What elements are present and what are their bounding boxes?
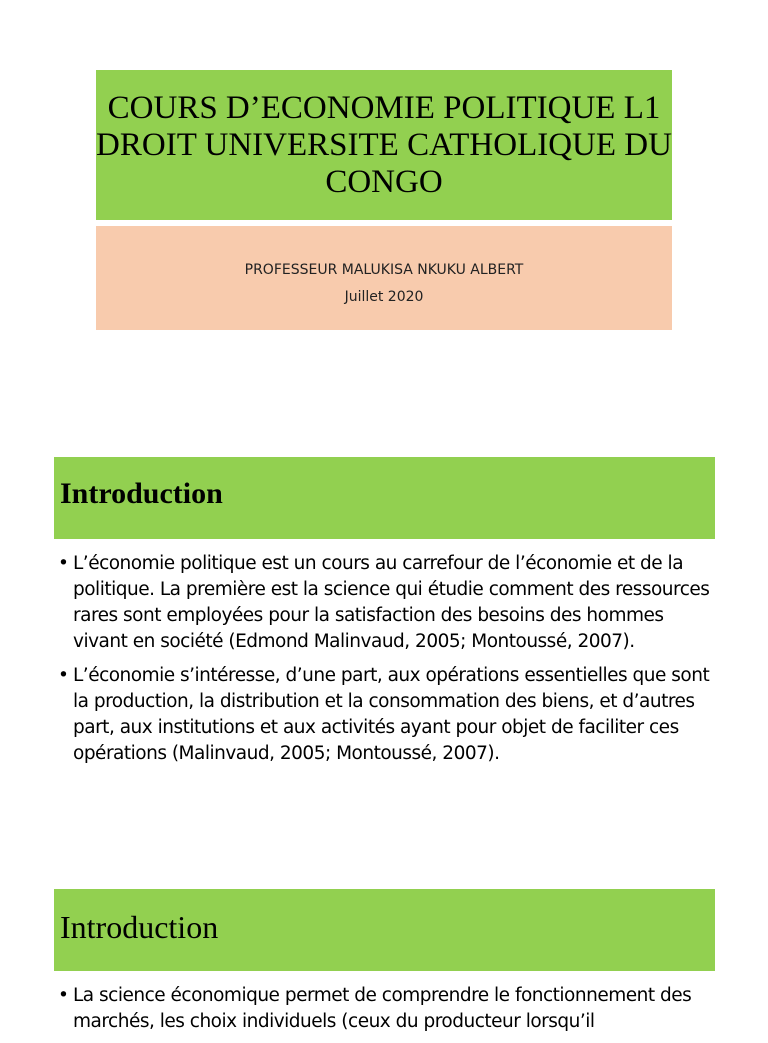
section-header-introduction-1 (54, 457, 715, 539)
date-line: Juillet 2020 (344, 289, 424, 305)
section-header-introduction-2 (54, 889, 715, 971)
bullet-list-2 (58, 983, 718, 1043)
title-band (96, 70, 672, 220)
author-line: PROFESSEUR MALUKISA NKUKU ALBERT (244, 262, 524, 278)
bullet-item: • L’économie s’intéresse, d’une part, aux opérations essentielles que sont la production, la distribution et la consommation des biens, et d’autres part, aux institutions et aux activités ayant pour objet de faciliter ces opérations (Malinvaud, 2005; Montoussé, 2007). (58, 663, 718, 767)
bullet-item: • L’économie politique est un cours au carrefour de l’économie et de la politique. La première est la science qui étudie comment des ressources rares sont employées pour la satisfaction des besoins des hommes vivant en société (Edmond Malinvaud, 2005; Montoussé, 2007). (58, 551, 718, 655)
section-heading: Introduction (60, 909, 219, 945)
subtitle-band (96, 226, 672, 330)
bullet-item: • La science économique permet de comprendre le fonctionnement des marchés, les choix individuels (ceux du producteur lorsqu’il (58, 983, 718, 1035)
course-title: COURS D’ECONOMIE POLITIQUE L1 DROIT UNIVERSITE CATHOLIQUE DU CONGO (96, 89, 672, 200)
bullet-list-1 (58, 551, 718, 775)
section-heading: Introduction (60, 477, 223, 510)
